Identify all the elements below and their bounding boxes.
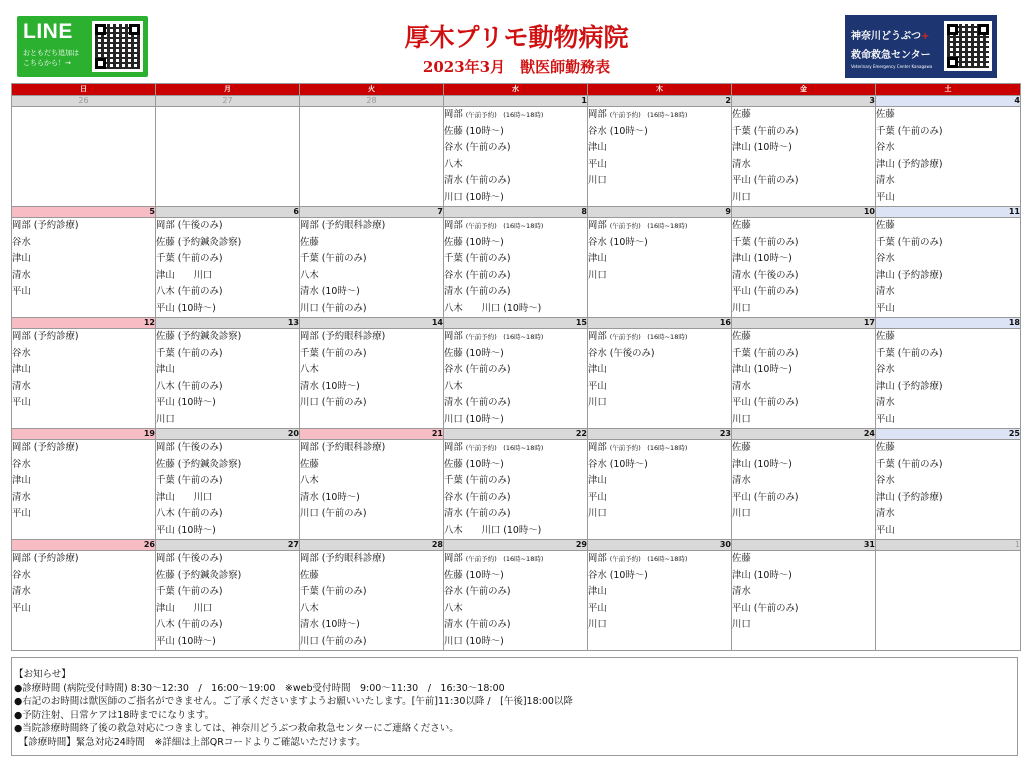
- staff-entry: 千葉 (午前のみ): [156, 475, 223, 486]
- staff-entry: 岡部 (午前予約) (16時~18時): [444, 553, 544, 564]
- staff-entry: 平山 (午前のみ): [732, 286, 799, 297]
- staff-entry: 平山: [588, 380, 607, 392]
- weekday-header: 火: [300, 84, 444, 96]
- staff-entry: 清水 (午前のみ): [444, 508, 511, 519]
- date-number: 28: [300, 540, 444, 551]
- staff-entry: 川口: [732, 619, 751, 630]
- staff-entry: 清水: [876, 397, 895, 408]
- staff-entry: 津山 (予約診療): [876, 158, 943, 170]
- staff-entry: 岡部 (予約診療): [12, 331, 79, 342]
- staff-entry: 川口: [156, 413, 175, 425]
- staff-entry: 佐藤 (10時～): [444, 236, 504, 248]
- staff-entry: 清水 (10時～): [300, 286, 360, 297]
- staff-entry: 清水: [732, 158, 751, 170]
- day-cell: [156, 440, 300, 540]
- staff-entry: 清水: [876, 175, 895, 186]
- staff-entry: 津山: [12, 475, 31, 486]
- staff-entry: 岡部 (午後のみ): [156, 220, 223, 231]
- day-cell: [156, 329, 300, 429]
- staff-entry: 清水: [876, 286, 895, 297]
- day-cell: [588, 218, 732, 318]
- staff-entry: 清水: [732, 380, 751, 392]
- staff-entry: 岡部 (午前予約) (16時~18時): [444, 109, 544, 120]
- emergency-center-banner[interactable]: [845, 15, 997, 78]
- staff-entry: 津山: [588, 475, 607, 486]
- date-number: 22: [444, 429, 588, 440]
- staff-entry: 千葉 (午前のみ): [876, 236, 943, 248]
- date-number: 1: [444, 96, 588, 107]
- notice-line: ●当院診療時間終了後の救急対応につきましては、神奈川どうぶつ救命救急センターにご連絡ください。: [14, 723, 459, 734]
- staff-entry: 平山: [12, 508, 31, 519]
- staff-entry: 川口: [732, 413, 751, 425]
- date-number: 14: [300, 318, 444, 329]
- day-cell: [588, 440, 732, 540]
- staff-entry: 佐藤: [876, 220, 895, 231]
- day-cell: [300, 440, 444, 540]
- staff-entry: 清水 (午前のみ): [444, 619, 511, 630]
- staff-entry: 岡部 (午前予約) (16時~18時): [588, 331, 688, 342]
- staff-entry: 佐藤: [876, 109, 895, 120]
- day-cell: [12, 551, 156, 651]
- staff-entry: 川口 (10時～): [444, 191, 504, 203]
- staff-entry: 八木: [300, 364, 319, 375]
- day-cell: [444, 551, 588, 651]
- staff-entry: 佐藤: [732, 553, 751, 564]
- day-cell: [588, 107, 732, 207]
- staff-entry: 津山 (10時～): [732, 569, 792, 581]
- staff-entry: 谷水 (午前のみ): [444, 142, 511, 153]
- staff-entry: 川口: [732, 302, 751, 314]
- day-cell: [876, 440, 1021, 540]
- staff-entry: 谷水 (午前のみ): [444, 586, 511, 597]
- staff-entry: 川口: [732, 508, 751, 519]
- date-number: 29: [444, 540, 588, 551]
- date-number: 16: [588, 318, 732, 329]
- staff-entry: 岡部 (午後のみ): [156, 442, 223, 453]
- red-cross-icon: +: [921, 31, 930, 42]
- staff-entry: 川口 (10時～): [444, 635, 504, 647]
- staff-entry: 津山 川口: [156, 491, 213, 503]
- date-number: 15: [444, 318, 588, 329]
- staff-entry: 岡部 (予約眼科診療): [300, 220, 386, 231]
- date-number: 7: [300, 207, 444, 218]
- staff-entry: 清水 (午前のみ): [444, 175, 511, 186]
- staff-entry: 津山 (10時～): [732, 142, 792, 153]
- date-number: 10: [732, 207, 876, 218]
- staff-entry: 津山: [588, 253, 607, 264]
- staff-entry: 岡部 (午前予約) (16時~18時): [588, 220, 688, 231]
- staff-entry: 谷水: [876, 142, 895, 153]
- staff-entry: 八木: [444, 380, 463, 392]
- staff-entry: 清水: [732, 475, 751, 486]
- staff-entry: 佐藤 (予約鍼灸診察): [156, 331, 242, 342]
- staff-entry: 川口: [588, 175, 607, 186]
- staff-entry: 佐藤: [732, 331, 751, 342]
- staff-entry: 千葉 (午前のみ): [444, 475, 511, 486]
- day-cell: [156, 218, 300, 318]
- staff-entry: 佐藤 (予約鍼灸診察): [156, 458, 242, 470]
- staff-entry: 佐藤 (10時～): [444, 347, 504, 359]
- line-logo: LINE: [23, 20, 73, 43]
- staff-entry: 岡部 (午前予約) (16時~18時): [444, 331, 544, 342]
- date-number: 3: [732, 96, 876, 107]
- day-cell: [444, 329, 588, 429]
- date-number: 12: [12, 318, 156, 329]
- line-caption-1: おともだち追加は: [23, 49, 79, 57]
- day-cell: [732, 107, 876, 207]
- page-title: 厚木プリモ動物病院: [404, 23, 629, 52]
- staff-entry: 佐藤 (10時～): [444, 458, 504, 470]
- day-cell: [12, 329, 156, 429]
- staff-entry: 岡部 (予約眼科診療): [300, 442, 386, 453]
- date-number: 31: [732, 540, 876, 551]
- staff-entry: 川口: [588, 508, 607, 519]
- staff-entry: 岡部 (午前予約) (16時~18時): [444, 442, 544, 453]
- staff-entry: 谷水: [12, 458, 31, 470]
- staff-entry: 平山: [12, 397, 31, 408]
- weekday-header: 日: [12, 84, 156, 96]
- staff-entry: 谷水: [876, 475, 895, 486]
- notice-line: 【診療時間】緊急対応24時間 ※詳細は上部QRコードよりご確認いただけます。: [14, 736, 366, 748]
- day-cell: [444, 107, 588, 207]
- date-number: 24: [732, 429, 876, 440]
- date-number: 20: [156, 429, 300, 440]
- day-cell: [732, 329, 876, 429]
- staff-entry: 清水: [12, 586, 31, 597]
- staff-entry: 佐藤: [300, 569, 319, 581]
- staff-entry: 津山 (予約診療): [876, 380, 943, 392]
- staff-entry: 平山 (午前のみ): [732, 397, 799, 408]
- notice-line: ●右記のお時間は獣医師のご指名ができません。ご了承くださいますようお願いいたします。[午前]11:30以降 / [午後]18:00以降: [14, 696, 573, 707]
- day-cell: [732, 218, 876, 318]
- date-number: 17: [732, 318, 876, 329]
- staff-entry: 平山: [876, 413, 895, 425]
- day-cell: [156, 551, 300, 651]
- staff-entry: 清水 (10時～): [300, 380, 360, 392]
- staff-entry: 佐藤: [732, 220, 751, 231]
- date-number: 25: [876, 429, 1021, 440]
- date-number: 30: [588, 540, 732, 551]
- staff-entry: 岡部 (予約診療): [12, 553, 79, 564]
- staff-entry: 岡部 (予約眼科診療): [300, 331, 386, 342]
- staff-entry: 平山 (午前のみ): [732, 602, 799, 614]
- staff-entry: 津山: [588, 142, 607, 153]
- staff-entry: 清水: [12, 491, 31, 503]
- staff-entry: 川口: [588, 269, 607, 281]
- staff-entry: 谷水 (10時～): [588, 569, 648, 581]
- date-number: 9: [588, 207, 732, 218]
- staff-entry: 川口 (午前のみ): [300, 397, 367, 408]
- line-caption-2: こちらから！→: [23, 59, 71, 67]
- staff-entry: 岡部 (午前予約) (16時~18時): [588, 553, 688, 564]
- day-cell: [12, 107, 156, 207]
- staff-entry: 八木: [444, 602, 463, 614]
- staff-entry: 八木: [300, 602, 319, 614]
- notice-line: ●予防注射、日常ケアは18時までになります。: [14, 709, 215, 721]
- staff-entry: 平山: [876, 302, 895, 314]
- staff-entry: 谷水: [12, 236, 31, 248]
- day-cell: [732, 440, 876, 540]
- staff-entry: 平山: [588, 158, 607, 170]
- staff-entry: 千葉 (午前のみ): [876, 347, 943, 359]
- day-cell: [876, 107, 1021, 207]
- staff-entry: 清水 (午前のみ): [444, 286, 511, 297]
- staff-entry: 川口: [732, 191, 751, 203]
- staff-entry: 平山 (10時～): [156, 397, 216, 408]
- day-cell: [876, 218, 1021, 318]
- staff-entry: 八木 川口 (10時～): [444, 524, 542, 536]
- staff-entry: 谷水 (午後のみ): [588, 347, 655, 359]
- date-number: 18: [876, 318, 1021, 329]
- staff-entry: 谷水 (午前のみ): [444, 491, 511, 503]
- staff-entry: 津山 (10時～): [732, 364, 792, 375]
- staff-entry: 清水: [876, 508, 895, 519]
- staff-entry: 佐藤: [732, 109, 751, 120]
- staff-entry: 川口: [588, 397, 607, 408]
- staff-entry: 津山 (予約診療): [876, 491, 943, 503]
- weekday-header: 木: [588, 84, 732, 96]
- staff-entry: 千葉 (午前のみ): [300, 253, 367, 264]
- staff-entry: 平山: [588, 491, 607, 503]
- notice-box: [11, 657, 1018, 756]
- duty-calendar: [11, 83, 1021, 651]
- staff-entry: 清水 (10時～): [300, 619, 360, 630]
- staff-entry: 佐藤 (予約鍼灸診察): [156, 236, 242, 248]
- staff-entry: 岡部 (午後のみ): [156, 553, 223, 564]
- staff-entry: 平山 (10時～): [156, 635, 216, 647]
- day-cell: [156, 107, 300, 207]
- staff-entry: 谷水: [12, 347, 31, 359]
- staff-entry: 佐藤: [300, 458, 319, 470]
- staff-entry: 平山: [876, 191, 895, 203]
- day-cell: [588, 329, 732, 429]
- staff-entry: 佐藤 (10時～): [444, 569, 504, 581]
- date-number: 2: [588, 96, 732, 107]
- staff-entry: 千葉 (午前のみ): [732, 125, 799, 137]
- staff-entry: 津山 川口: [156, 602, 213, 614]
- staff-entry: 谷水: [12, 569, 31, 581]
- staff-entry: 清水 (10時～): [300, 491, 360, 503]
- staff-entry: 八木 (午前のみ): [156, 286, 223, 297]
- day-cell: [876, 329, 1021, 429]
- staff-entry: 平山: [876, 524, 895, 536]
- staff-entry: 八木 川口 (10時～): [444, 302, 542, 314]
- day-cell: [732, 551, 876, 651]
- staff-entry: 谷水 (午前のみ): [444, 364, 511, 375]
- date-number: 26: [12, 540, 156, 551]
- staff-entry: 津山: [12, 364, 31, 375]
- staff-entry: 平山: [12, 286, 31, 297]
- staff-entry: 千葉 (午前のみ): [876, 125, 943, 137]
- staff-entry: 岡部 (予約診療): [12, 220, 79, 231]
- staff-entry: 津山: [156, 364, 175, 375]
- emergency-qr-code-icon[interactable]: [944, 21, 992, 71]
- staff-entry: 千葉 (午前のみ): [156, 586, 223, 597]
- staff-entry: 千葉 (午前のみ): [876, 458, 943, 470]
- staff-entry: 谷水: [876, 253, 895, 264]
- day-cell: [300, 107, 444, 207]
- staff-entry: 岡部 (午前予約) (16時~18時): [444, 220, 544, 231]
- staff-entry: 千葉 (午前のみ): [732, 236, 799, 248]
- date-number: 28: [300, 96, 444, 107]
- emergency-center-name-2: 救命救急センター: [851, 50, 931, 61]
- staff-entry: 谷水 (午前のみ): [444, 269, 511, 281]
- staff-entry: 川口: [588, 619, 607, 630]
- staff-entry: 千葉 (午前のみ): [156, 347, 223, 359]
- staff-entry: 津山 川口: [156, 269, 213, 281]
- date-number: 19: [12, 429, 156, 440]
- staff-entry: 清水: [732, 586, 751, 597]
- date-number: 8: [444, 207, 588, 218]
- staff-entry: 平山 (午前のみ): [732, 175, 799, 186]
- weekday-header: 土: [876, 84, 1021, 96]
- staff-entry: 清水 (午前のみ): [444, 397, 511, 408]
- day-cell: [12, 218, 156, 318]
- staff-entry: 岡部 (予約診療): [12, 442, 79, 453]
- date-number: 13: [156, 318, 300, 329]
- day-cell: [444, 218, 588, 318]
- staff-entry: 千葉 (午前のみ): [444, 253, 511, 264]
- staff-entry: 八木 (午前のみ): [156, 508, 223, 519]
- emergency-center-english: Veterinary Emergency Center Kanagawa: [851, 64, 933, 69]
- notice-heading: 【お知らせ】: [14, 669, 71, 680]
- page-subtitle: 2023年3月 獣医師勤務表: [422, 58, 611, 76]
- staff-entry: 川口 (午前のみ): [300, 508, 367, 519]
- date-number: 11: [876, 207, 1021, 218]
- day-cell: [876, 551, 1021, 651]
- date-number: 27: [156, 540, 300, 551]
- day-cell: [444, 440, 588, 540]
- date-number: 27: [156, 96, 300, 107]
- staff-entry: 佐藤: [732, 442, 751, 453]
- weekday-header: 水: [444, 84, 588, 96]
- staff-entry: 清水: [12, 380, 31, 392]
- staff-entry: 谷水 (10時～): [588, 125, 648, 137]
- notice-line: ●診療時間 (病院受付時間) 8:30～12:30 / 16:00～19:00 ※web受付時間 9:00～11:30 / 16:30～18:00: [14, 682, 505, 694]
- staff-entry: 八木 (午前のみ): [156, 619, 223, 630]
- day-cell: [300, 329, 444, 429]
- staff-entry: 千葉 (午前のみ): [732, 347, 799, 359]
- staff-entry: 佐藤 (10時～): [444, 125, 504, 137]
- staff-entry: 八木: [300, 269, 319, 281]
- staff-entry: 平山: [12, 602, 31, 614]
- staff-entry: 清水 (午後のみ): [732, 269, 799, 281]
- day-cell: [12, 440, 156, 540]
- staff-entry: 谷水 (10時～): [588, 458, 648, 470]
- date-number: 5: [12, 207, 156, 218]
- staff-entry: 佐藤: [876, 331, 895, 342]
- staff-entry: 岡部 (午前予約) (16時~18時): [588, 442, 688, 453]
- staff-entry: 佐藤: [876, 442, 895, 453]
- date-number: 1: [876, 540, 1021, 551]
- staff-entry: 八木: [444, 158, 463, 170]
- staff-entry: 清水: [12, 269, 31, 281]
- staff-entry: 千葉 (午前のみ): [300, 347, 367, 359]
- date-number: 6: [156, 207, 300, 218]
- staff-entry: 千葉 (午前のみ): [156, 253, 223, 264]
- weekday-header: 金: [732, 84, 876, 96]
- staff-entry: 岡部 (午前予約) (16時~18時): [588, 109, 688, 120]
- staff-entry: 平山: [588, 602, 607, 614]
- staff-entry: 佐藤 (予約鍼灸診察): [156, 569, 242, 581]
- date-number: 21: [300, 429, 444, 440]
- staff-entry: 川口 (10時～): [444, 413, 504, 425]
- staff-entry: 津山 (予約診療): [876, 269, 943, 281]
- weekday-header: 月: [156, 84, 300, 96]
- staff-entry: 津山 (10時～): [732, 253, 792, 264]
- date-number: 23: [588, 429, 732, 440]
- staff-entry: 津山: [588, 364, 607, 375]
- staff-entry: 佐藤: [300, 236, 319, 248]
- staff-entry: 谷水 (10時～): [588, 236, 648, 248]
- staff-entry: 平山 (午前のみ): [732, 491, 799, 503]
- staff-entry: 千葉 (午前のみ): [300, 586, 367, 597]
- day-cell: [300, 551, 444, 651]
- staff-entry: 谷水: [876, 364, 895, 375]
- staff-entry: 津山: [12, 253, 31, 264]
- staff-entry: 平山 (10時～): [156, 524, 216, 536]
- staff-entry: 岡部 (予約眼科診療): [300, 553, 386, 564]
- staff-entry: 平山 (10時～): [156, 302, 216, 314]
- emergency-center-name-1: 神奈川どうぶつ+: [851, 31, 930, 42]
- day-cell: [300, 218, 444, 318]
- date-number: 4: [876, 96, 1021, 107]
- staff-entry: 八木: [300, 475, 319, 486]
- day-cell: [588, 551, 732, 651]
- staff-entry: 川口 (午前のみ): [300, 635, 367, 647]
- date-number: 26: [12, 96, 156, 107]
- staff-entry: 川口 (午前のみ): [300, 302, 367, 314]
- staff-entry: 津山: [588, 586, 607, 597]
- staff-entry: 八木 (午前のみ): [156, 380, 223, 392]
- staff-entry: 津山 (10時～): [732, 458, 792, 470]
